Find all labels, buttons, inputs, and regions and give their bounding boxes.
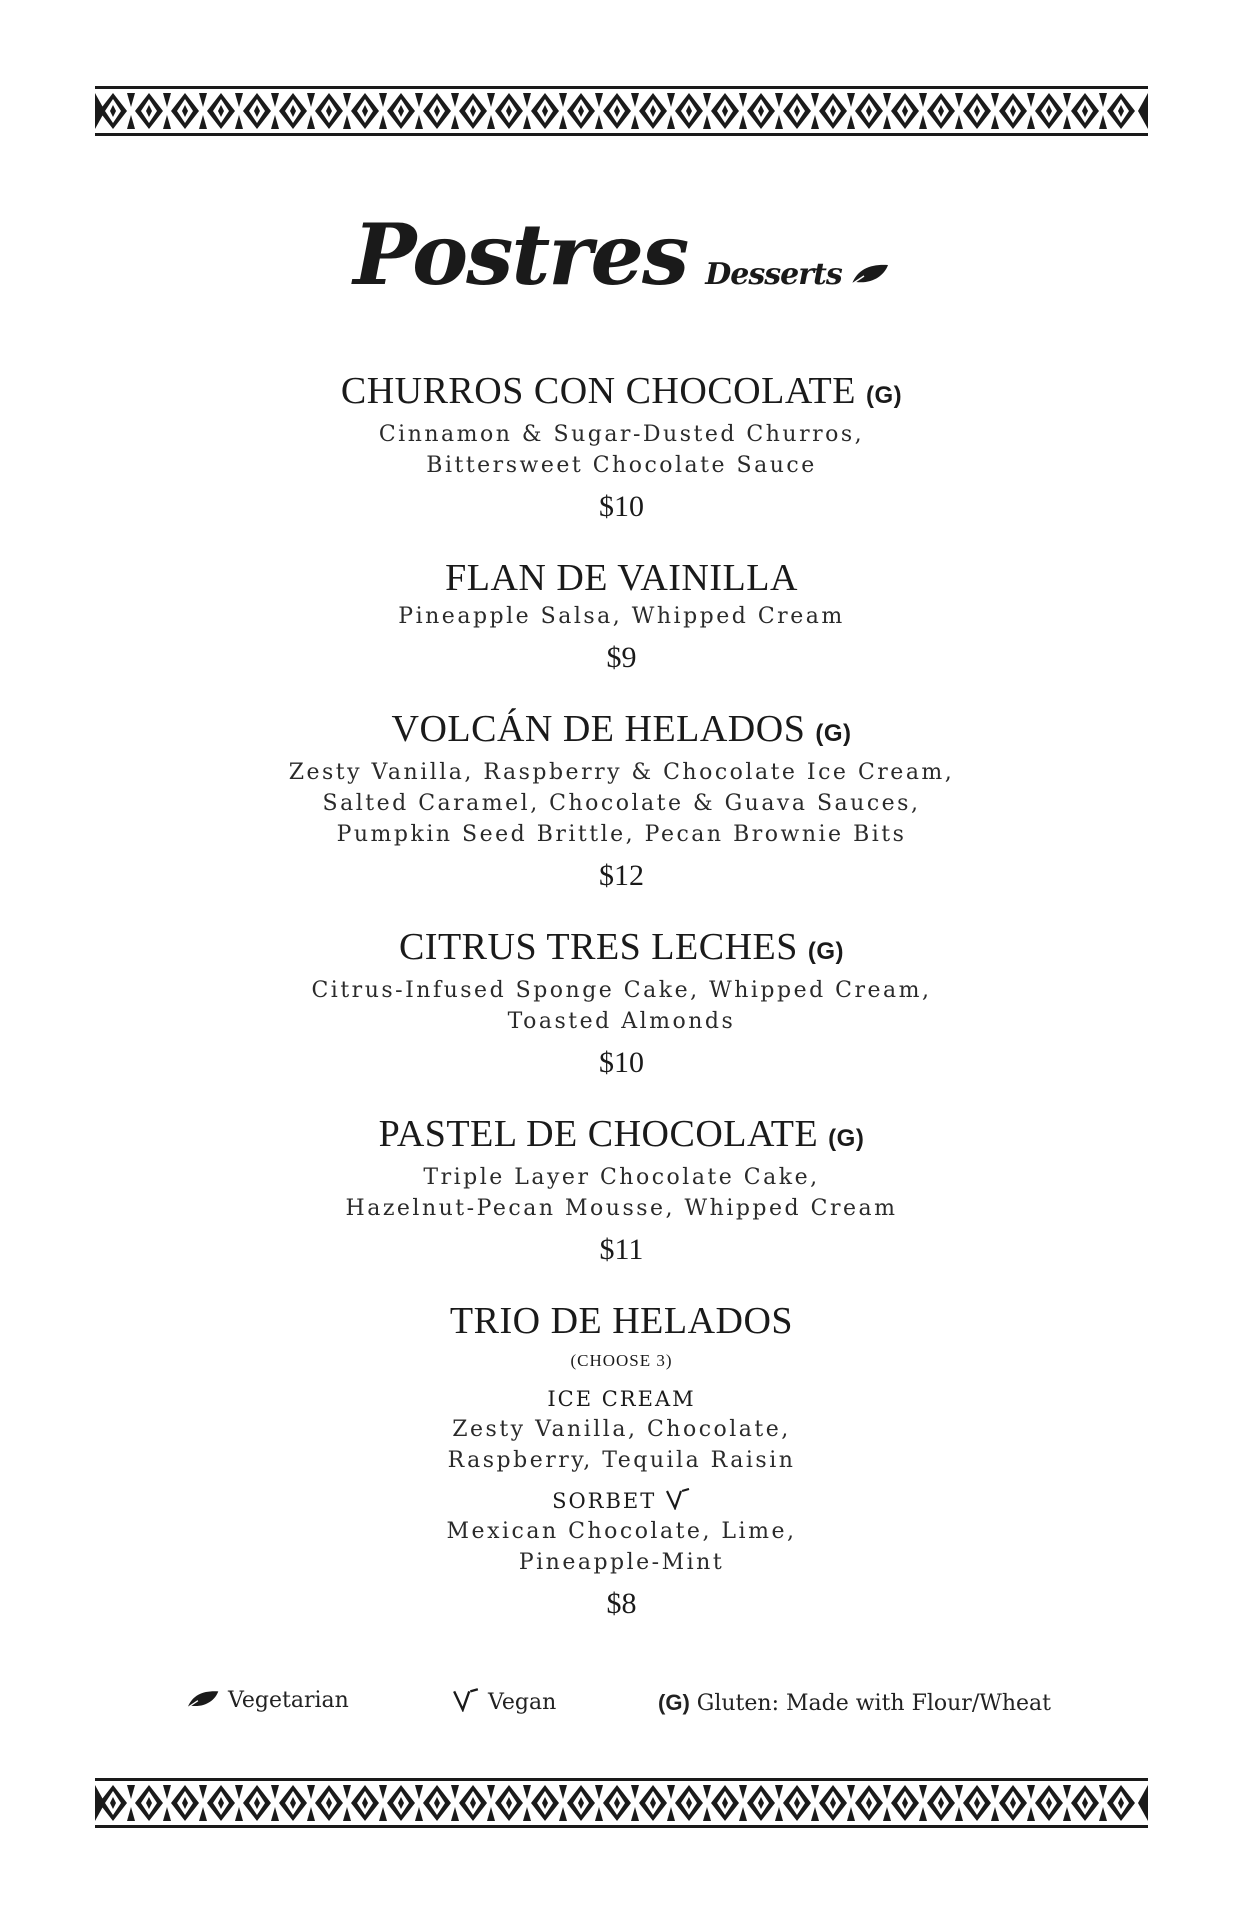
item-desc-line: Triple Layer Chocolate Cake,	[423, 1165, 820, 1190]
item-desc-line: Pineapple Salsa, Whipped Cream	[398, 604, 845, 629]
menu-item	[0, 555, 1243, 680]
bottom-decorative-border	[95, 1778, 1148, 1828]
item-desc-line: Zesty Vanilla, Raspberry & Chocolate Ice Cream,	[288, 760, 955, 785]
legend-gluten: (G) Gluten: Made with Flour/Wheat	[658, 1690, 1051, 1716]
gluten-tag: (G)	[828, 1125, 865, 1152]
menu-item-trio	[0, 1298, 1243, 1626]
legend	[0, 1688, 1243, 1728]
title-main: Postres	[353, 205, 688, 304]
top-decorative-border	[95, 86, 1148, 136]
gluten-marker: (G)	[658, 1690, 690, 1715]
item-desc-line: Pineapple-Mint	[518, 1550, 725, 1575]
item-desc-line: Salted Caramel, Chocolate & Guava Sauces,	[322, 791, 921, 816]
menu-item	[0, 368, 1243, 529]
item-price: $12	[599, 859, 644, 892]
item-price: $10	[599, 490, 644, 523]
item-price: $10	[599, 1046, 644, 1079]
item-name: CHURROS CON CHOCOLATE	[340, 370, 856, 412]
item-name: FLAN DE VAINILLA	[445, 557, 798, 599]
sorbet-label: SORBET	[552, 1489, 657, 1513]
ice-cream-label: ICE CREAM	[547, 1387, 696, 1411]
item-price: $9	[606, 641, 637, 674]
gluten-tag: (G)	[865, 382, 903, 409]
item-desc-line: Bittersweet Chocolate Sauce	[426, 453, 817, 478]
item-desc-line: Cinnamon & Sugar-Dusted Churros,	[378, 422, 865, 447]
legend-vegan: Vegan	[452, 1688, 556, 1715]
item-name: VOLCÁN DE HELADOS	[391, 708, 806, 750]
item-desc-line: Pumpkin Seed Brittle, Pecan Brownie Bits	[336, 822, 907, 847]
item-desc-line: Toasted Almonds	[507, 1009, 736, 1034]
leaf-icon	[186, 1688, 220, 1710]
item-name: TRIO DE HELADOS	[449, 1300, 794, 1342]
menu-item	[0, 924, 1243, 1085]
item-price: $11	[599, 1233, 644, 1266]
vegan-check-icon	[665, 1488, 691, 1510]
menu-item	[0, 706, 1243, 898]
item-name: PASTEL DE CHOCOLATE	[378, 1113, 819, 1155]
menu-item	[0, 1111, 1243, 1272]
item-name: CITRUS TRES LECHES	[398, 926, 798, 968]
page-title	[0, 205, 1243, 304]
item-desc-line: Mexican Chocolate, Lime,	[446, 1519, 797, 1544]
item-desc-line: Zesty Vanilla, Chocolate,	[452, 1417, 791, 1442]
item-desc-line: Raspberry, Tequila Raisin	[447, 1448, 796, 1473]
title-sub: Desserts	[705, 257, 842, 292]
legend-vegetarian: Vegetarian	[186, 1688, 349, 1713]
gluten-tag: (G)	[807, 938, 845, 965]
item-desc-line: Hazelnut-Pecan Mousse, Whipped Cream	[345, 1196, 898, 1221]
leaf-icon	[850, 262, 890, 286]
vegan-check-icon	[452, 1688, 480, 1712]
gluten-tag: (G)	[815, 720, 852, 747]
item-price: $8	[606, 1587, 637, 1620]
item-desc-line: Citrus-Infused Sponge Cake, Whipped Cream,	[311, 978, 932, 1003]
choose-note: (CHOOSE 3)	[570, 1351, 673, 1370]
dessert-menu	[0, 368, 1243, 1652]
